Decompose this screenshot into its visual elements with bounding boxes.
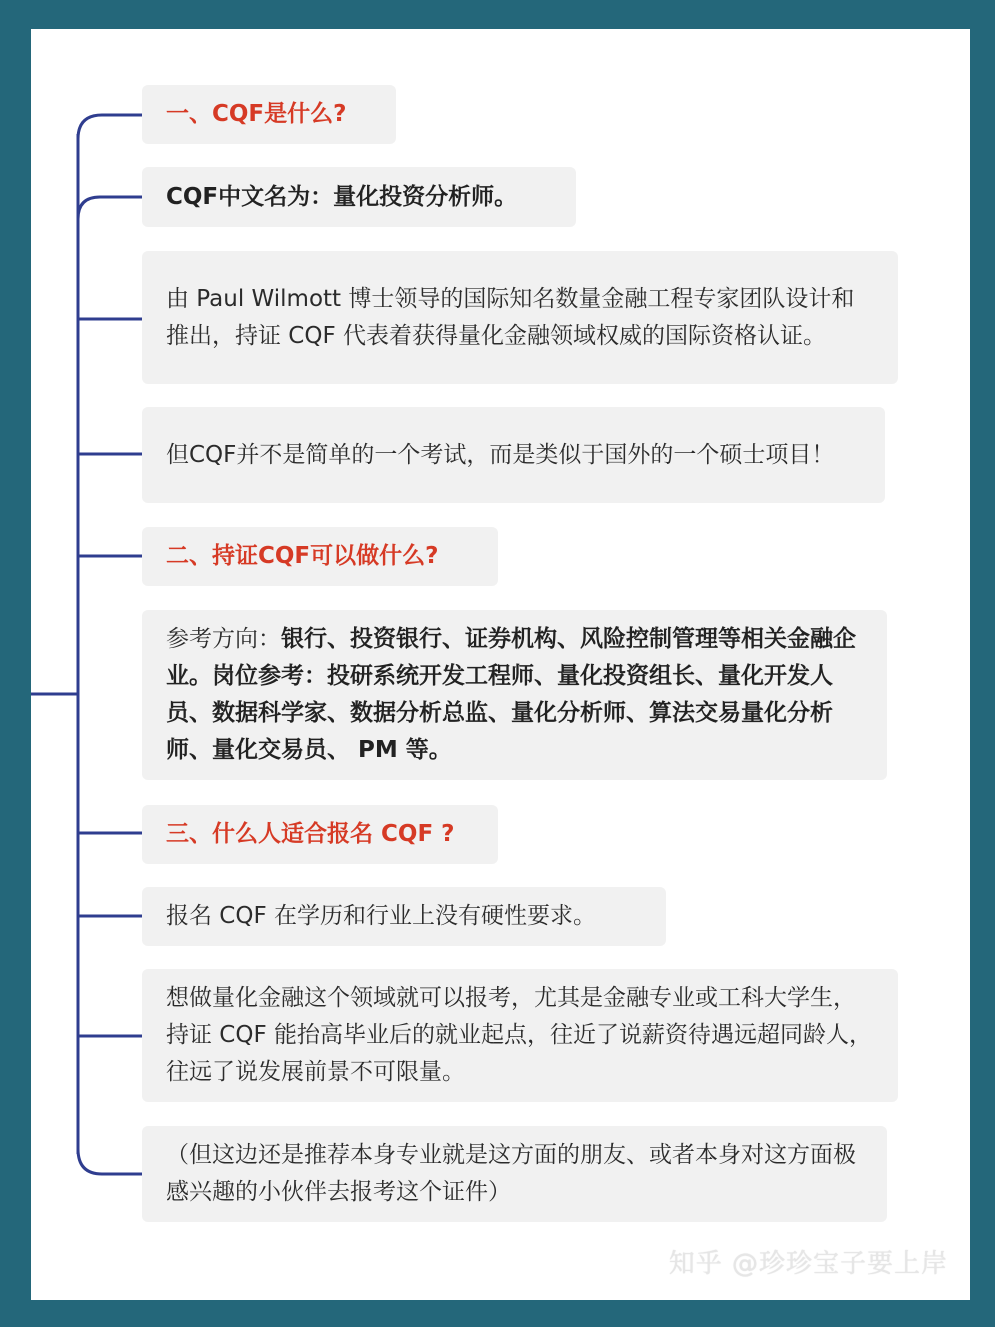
career-directions-text xyxy=(166,621,863,769)
career-directions-box xyxy=(142,610,887,780)
section-3-heading-text: 三、什么人适合报名 CQF ? xyxy=(166,821,455,847)
cqf-chinese-name-box xyxy=(142,167,576,227)
requirements-box xyxy=(142,887,666,946)
career-directions-body: 银行、投资银行、证券机构、风险控制管理等相关金融企业。岗位参考：投研系统开发工程师、量化投资组长、量化开发人员、数据科学家、数据分析总监、量化分析师、算法交易量化分析师、量化交易员、 PM 等。 xyxy=(166,626,856,763)
cqf-intro-text: 由 Paul Wilmott 博士领导的国际知名数量金融工程专家团队设计和推出，持证 CQF 代表着获得量化金融领域权威的国际资格认证。 xyxy=(166,285,855,349)
cqf-note-box xyxy=(142,407,885,503)
section-2-heading xyxy=(142,527,498,586)
cqf-chinese-name-text: CQF中文名为：量化投资分析师。 xyxy=(166,183,518,210)
section-2-heading-text: 二、持证CQF可以做什么? xyxy=(166,543,439,569)
requirements-text: 报名 CQF 在学历和行业上没有硬性要求。 xyxy=(166,903,597,929)
target-audience-box xyxy=(142,969,898,1102)
content-card xyxy=(31,29,970,1300)
recommendation-box xyxy=(142,1126,887,1222)
section-3-heading xyxy=(142,805,498,864)
recommendation-text: （但这边还是推荐本身专业就是这方面的朋友、或者本身对这方面极感兴趣的小伙伴去报考这个证件） xyxy=(166,1142,856,1205)
section-1-heading xyxy=(142,85,396,144)
zhihu-watermark: 知乎 @珍珍宝子要上岸 xyxy=(668,1249,948,1279)
target-audience-text: 想做量化金融这个领域就可以报考，尤其是金融专业或工科大学生，持证 CQF 能抬高毕业后的就业起点，往近了说薪资待遇远超同龄人，往远了说发展前景不可限量。 xyxy=(166,985,873,1085)
section-1-heading-text: 一、CQF是什么? xyxy=(166,101,347,127)
cqf-note-text: 但CQF并不是简单的一个考试，而是类似于国外的一个硕士项目！ xyxy=(166,441,835,468)
cqf-intro-box xyxy=(142,251,898,384)
career-directions-prefix: 参考方向： xyxy=(166,626,281,652)
